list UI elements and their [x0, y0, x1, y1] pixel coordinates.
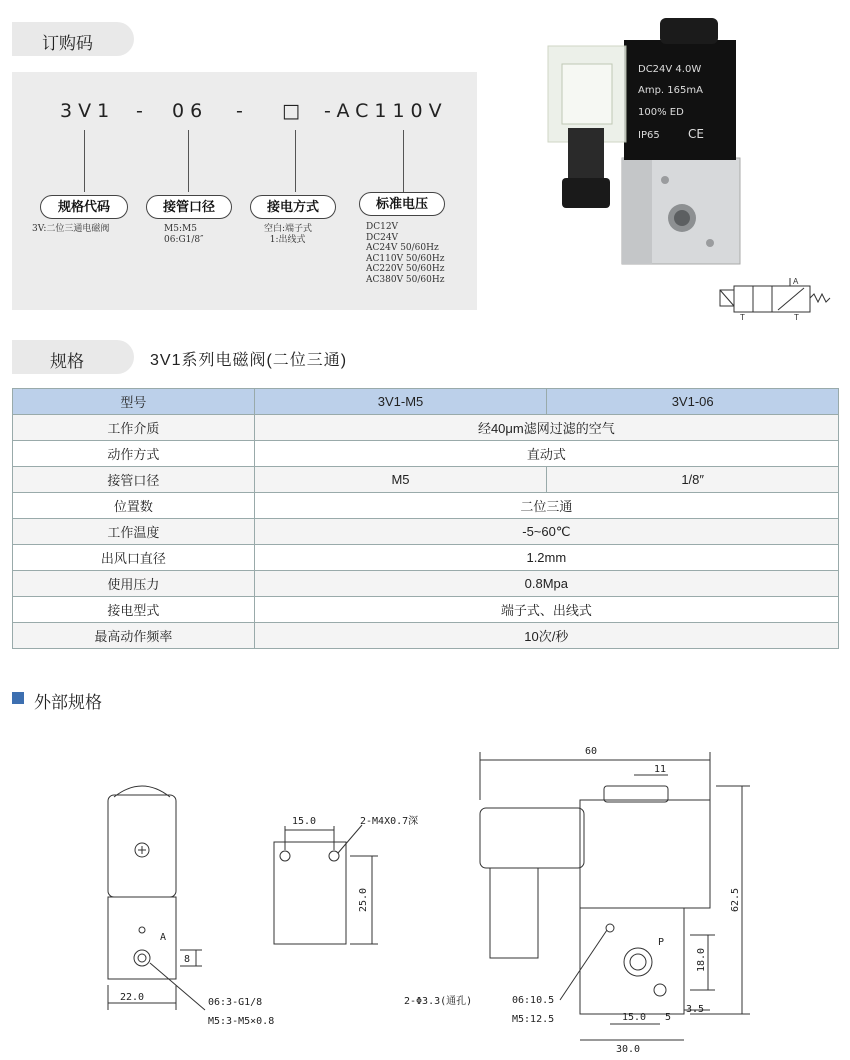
spec-tab: [12, 340, 134, 374]
connector-line-wiring: [295, 130, 296, 192]
connector-line-port: [188, 130, 189, 192]
table-row: 最高动作频率 10次/秒: [13, 623, 839, 649]
code-series: 3V1: [60, 100, 116, 122]
table-row: 工作介质 经40μm滤网过滤的空气: [13, 415, 839, 441]
external-title: 外部规格: [34, 693, 102, 712]
table-row: 接管口径 M5 1/8″: [13, 467, 839, 493]
side-note-m5: M5:12.5: [512, 1014, 555, 1025]
front-view-drawing: [108, 786, 205, 1010]
bottom-height-label: 25.0: [358, 887, 369, 912]
label-port-size: 接管口径: [146, 195, 232, 219]
front-note-m5: M5:3-M5×0.8: [208, 1016, 275, 1027]
side-port-p: P: [658, 937, 665, 948]
desc-series: 3V:二位三通电磁阀: [32, 224, 110, 234]
svg-text:IP65: IP65: [638, 130, 660, 141]
dimension-drawings: [0, 730, 850, 1055]
valve-symbol: [718, 276, 838, 320]
side-w5: 5: [665, 1012, 672, 1023]
side-hole-label: 2-Φ3.3(通孔): [404, 996, 473, 1007]
order-code-title: 订购码: [42, 34, 93, 53]
label-series-code: 规格代码: [40, 195, 128, 219]
side-w30: 30.0: [616, 1044, 641, 1055]
svg-text:CE: CE: [688, 127, 704, 141]
side-total-width: 60: [585, 746, 598, 757]
product-photo: [540, 18, 840, 308]
side-top-width: 11: [654, 764, 667, 775]
side-height: 62.5: [730, 887, 741, 912]
desc-voltage: DC12V DC24V AC24V 50/60Hz AC110V 50/60Hz AC220V 50/60Hz AC380V 50/60Hz: [366, 222, 445, 285]
side-height-18: 18.0: [696, 947, 707, 972]
code-box: □: [282, 100, 306, 122]
table-row: 出风口直径 1.2mm: [13, 545, 839, 571]
code-voltage: -AC110V: [324, 100, 448, 122]
spec-title: 规格: [50, 352, 84, 371]
section-marker-icon: [12, 692, 24, 704]
header-m5: 3V1-M5: [254, 389, 547, 415]
symbol-port-t1: T: [740, 313, 745, 320]
connector-line-series: [84, 130, 85, 192]
front-width-label: 22.0: [120, 992, 145, 1003]
table-row: 位置数 二位三通: [13, 493, 839, 519]
bottom-thread-label: 2-M4X0.7深: [360, 816, 419, 827]
order-code-box: [12, 72, 477, 310]
front-height-label: 8: [184, 954, 191, 965]
svg-text:100% ED: 100% ED: [638, 107, 684, 118]
symbol-port-a: A: [793, 277, 799, 286]
desc-port: M5:M5 06:G1/8″: [164, 224, 204, 245]
svg-text:DC24V 4.0W: DC24V 4.0W: [638, 64, 702, 75]
code-dash-2: -: [236, 100, 249, 122]
header-06: 3V1-06: [547, 389, 839, 415]
spec-table: [12, 388, 839, 649]
code-port: 06: [172, 100, 209, 122]
header-model: 型号: [13, 389, 255, 415]
table-row: 使用压力 0.8Mpa: [13, 571, 839, 597]
side-w35: 3.5: [686, 1004, 705, 1015]
symbol-port-t2: T: [794, 313, 799, 320]
desc-wiring: 空白:端子式 1:出线式: [264, 224, 313, 245]
bottom-width-label: 15.0: [292, 816, 317, 827]
table-row: 工作温度 -5~60℃: [13, 519, 839, 545]
side-w15: 15.0: [622, 1012, 647, 1023]
connector-line-voltage: [403, 130, 404, 192]
svg-text:Amp. 165mA: Amp. 165mA: [638, 85, 703, 96]
label-wiring: 接电方式: [250, 195, 336, 219]
side-note-06: 06:10.5: [512, 995, 555, 1006]
table-header-row: [13, 389, 839, 415]
table-row: 接电型式 端子式、出线式: [13, 597, 839, 623]
front-note-06: 06:3-G1/8: [208, 997, 263, 1008]
code-dash-1: -: [136, 100, 149, 122]
order-code-tab: [12, 22, 134, 56]
front-port-a: A: [160, 932, 167, 943]
spec-series-title: 3V1系列电磁阀(二位三通): [150, 352, 348, 369]
table-row: 动作方式 直动式: [13, 441, 839, 467]
label-voltage: 标准电压: [359, 192, 445, 216]
bottom-view-drawing: [274, 825, 378, 944]
